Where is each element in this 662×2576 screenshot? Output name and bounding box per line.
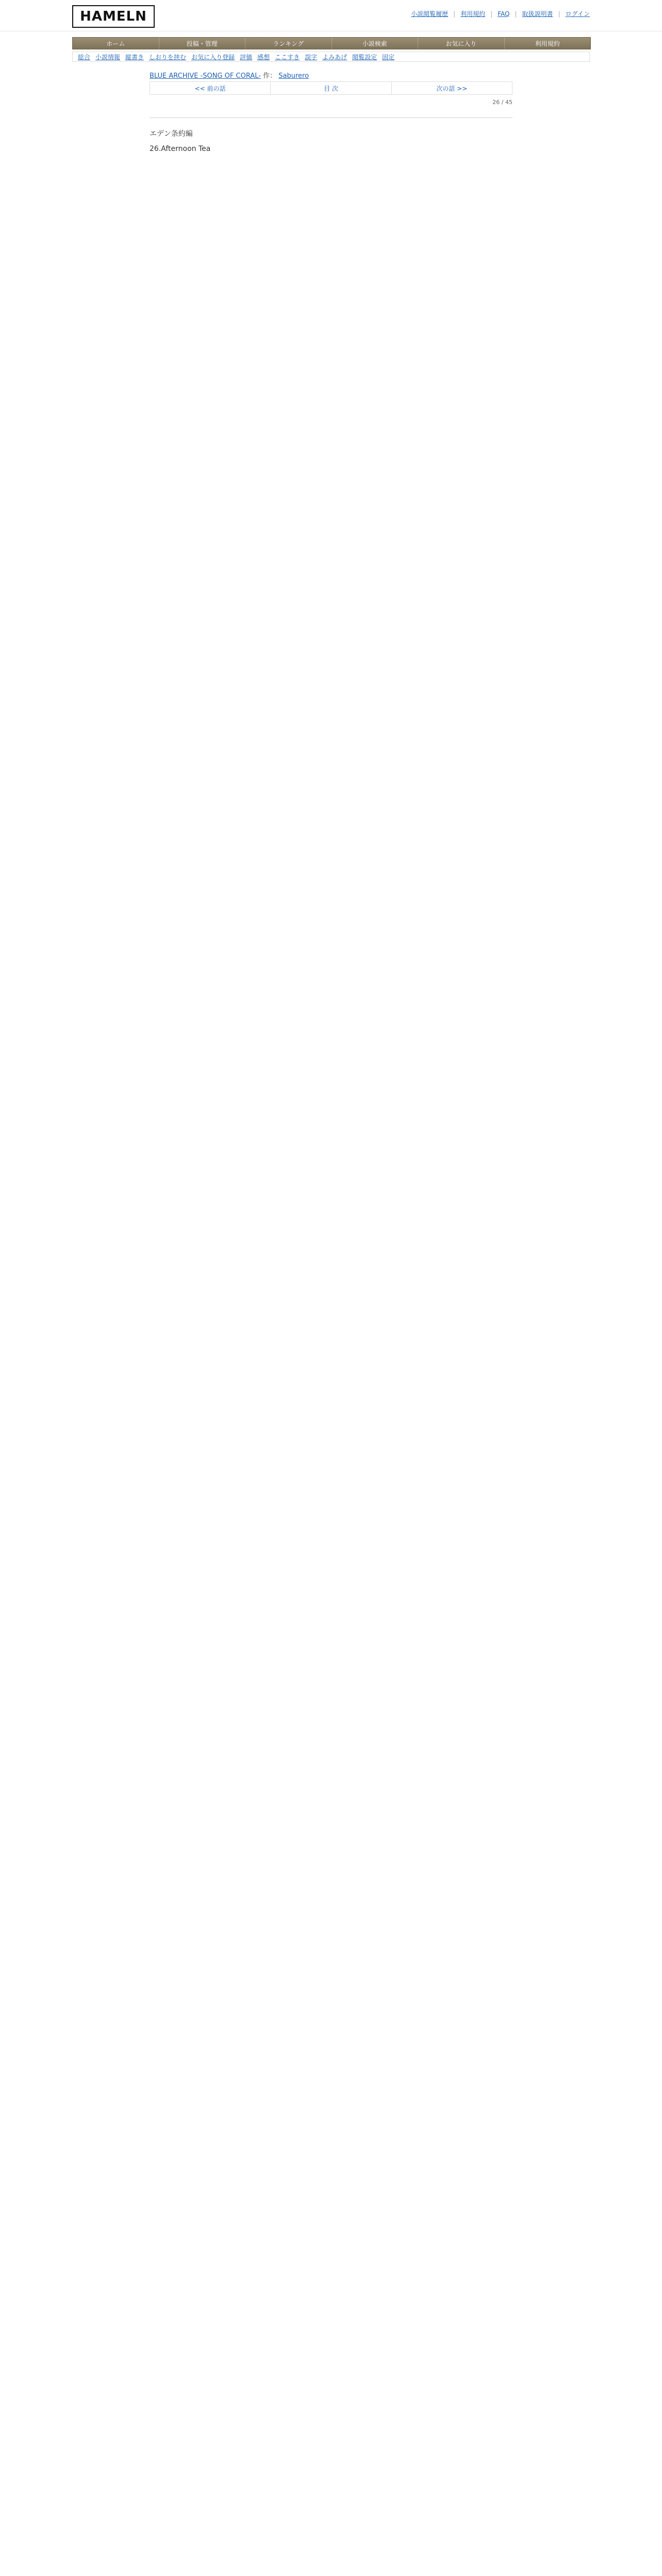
breadcrumb-item[interactable]: 評価 (240, 53, 253, 61)
separator: | (453, 10, 456, 18)
top-nav (411, 9, 590, 18)
breadcrumb-item[interactable]: 誤字 (305, 53, 318, 61)
top-bar (0, 0, 662, 31)
author-link[interactable]: Saburero (278, 72, 309, 80)
menu-item-ranking[interactable]: ランキング (245, 38, 332, 49)
menu-item-terms[interactable]: 利用規約 (535, 40, 560, 47)
author-prefix: 作： (263, 72, 277, 80)
table-of-contents-button[interactable]: 目 次 (271, 82, 391, 94)
chapter-header (150, 127, 512, 156)
breadcrumb-item[interactable]: しおりを挟む (149, 53, 187, 61)
separator: | (558, 10, 560, 18)
menu-item-favorites[interactable]: お気に入り (418, 38, 505, 49)
top-nav-link-faq[interactable]: FAQ (498, 10, 510, 18)
menu-item-post-manage[interactable]: 投稿・管理 (159, 38, 246, 49)
breadcrumb-item[interactable]: 小説情報 (95, 53, 121, 61)
menu-item-home[interactable]: ホーム (73, 38, 159, 49)
chapter-title: 26.Afternoon Tea (150, 144, 211, 153)
separator: | (490, 10, 493, 18)
divider (150, 117, 512, 118)
chapter-content (150, 108, 512, 161)
chapter-counter: 26 / 45 (492, 99, 512, 106)
breadcrumb-item[interactable]: 縦書き (125, 53, 144, 61)
next-chapter-button[interactable]: 次の話 >> (436, 84, 468, 92)
top-nav-link-login[interactable]: ログイン (565, 10, 590, 18)
menu-item-search[interactable]: 小説検索 (332, 38, 419, 49)
work-title-line (150, 70, 512, 80)
breadcrumb-item[interactable]: 固定 (382, 53, 395, 61)
main-menu (72, 37, 591, 49)
breadcrumb-item[interactable]: 感想 (257, 53, 270, 61)
breadcrumb-item[interactable]: よみあげ (322, 53, 347, 61)
top-nav-link-history[interactable]: 小説閲覧履歴 (411, 10, 449, 18)
breadcrumb-item[interactable]: お気に入り登録 (191, 53, 235, 61)
work-title-link[interactable]: BLUE ARCHIVE -SONG OF CORAL- (150, 72, 261, 80)
top-nav-link-manual[interactable]: 取扱説明書 (522, 10, 553, 18)
chapter-pager (150, 81, 512, 95)
top-nav-link-terms[interactable]: 利用規約 (460, 10, 486, 18)
breadcrumb-item[interactable]: 総合 (78, 53, 91, 61)
prev-chapter-button[interactable]: << 前の話 (150, 82, 271, 94)
breadcrumb-bar (72, 52, 590, 62)
breadcrumb-item[interactable]: ここすき (275, 53, 300, 61)
chapter-arc-title: エデン条約編 (150, 130, 193, 138)
breadcrumb-item[interactable]: 閲覧設定 (352, 53, 377, 61)
separator: | (515, 10, 517, 18)
site-logo[interactable]: HAMELN (72, 5, 155, 28)
